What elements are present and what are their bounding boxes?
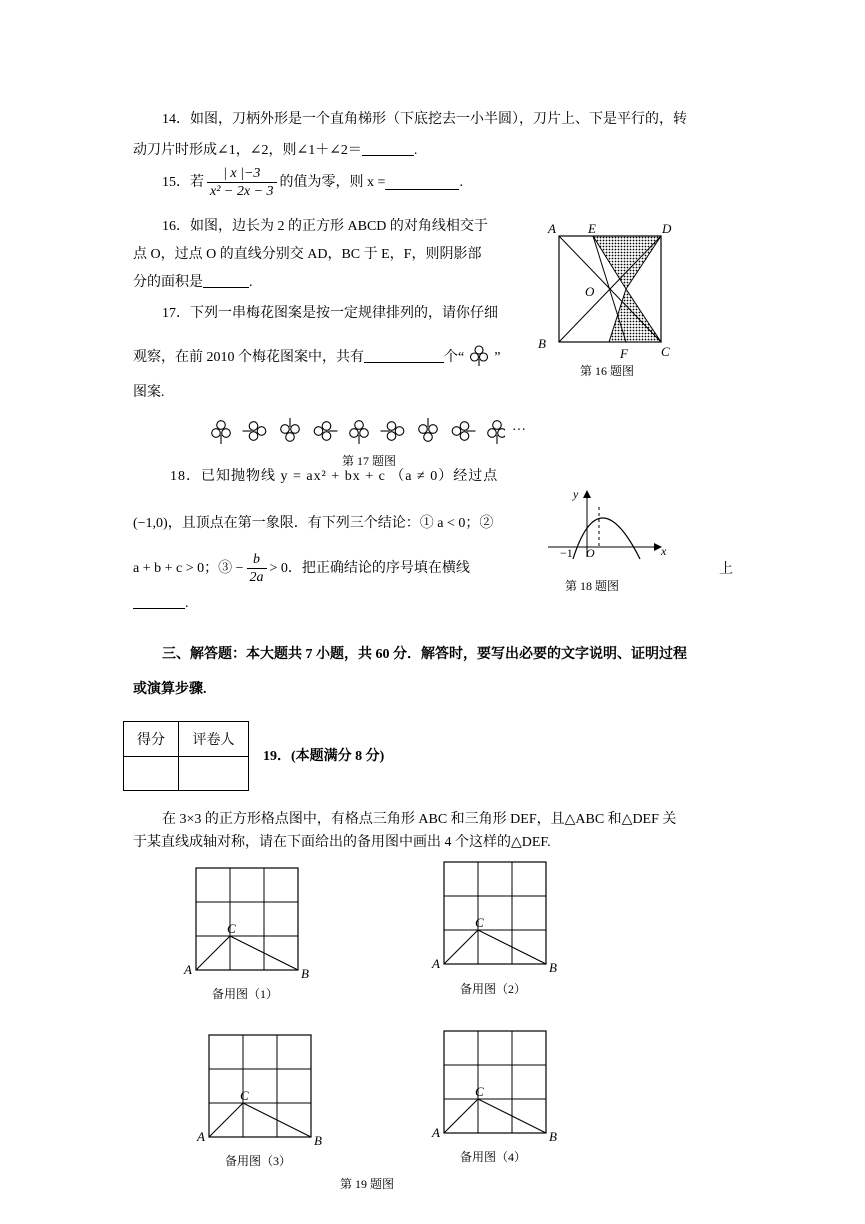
label-a: A: [432, 956, 440, 971]
label-c: C: [475, 915, 484, 930]
q17-line2-prefix: 观察，在前 2010 个梅花图案中，共有: [133, 350, 364, 365]
q17-flower-icon: [281, 418, 300, 441]
triangle-abc: [209, 1103, 311, 1137]
q15-line: [162, 165, 463, 200]
label-b: B: [314, 1133, 322, 1148]
q18-parabola-figure: [540, 485, 680, 575]
label-c: C: [227, 921, 236, 936]
q16-line1: 16．如图，边长为 2 的正方形 ABCD 的对角线相交于: [162, 219, 488, 234]
grader-header: 评卷人: [179, 722, 249, 757]
label-a: A: [432, 1125, 440, 1140]
q16-square-figure: [536, 218, 686, 378]
q18-line4: [133, 594, 189, 614]
q18-parabola-curve: [573, 518, 640, 559]
q17-line3: 图案.: [133, 385, 165, 400]
q18-line3-end: 上: [719, 562, 733, 577]
triangle-abc: [444, 1099, 546, 1133]
label-c: C: [240, 1088, 249, 1103]
q15-numerator: | x |−3: [207, 165, 277, 183]
q14-line2-suffix: .: [413, 143, 418, 158]
q14-line2: [133, 141, 417, 161]
q18-figure-caption: 第 18 题图: [565, 579, 620, 593]
q18-line1: 18．已知抛物线 y = ax² + bx + c （a ≠ 0）经过点: [170, 469, 499, 484]
q16-label-b: B: [538, 336, 546, 351]
q15-denominator: x² − 2x − 3: [210, 184, 274, 199]
q19-line2: 于某直线成轴对称，请在下面给出的备用图中画出 4 个这样的△DEF.: [133, 835, 551, 850]
triangle-abc: [444, 930, 546, 964]
q18-line3: [133, 551, 470, 586]
q16-label-e: E: [588, 221, 596, 236]
q17-flower-sequence: [205, 414, 505, 448]
label-a: A: [197, 1129, 205, 1144]
label-b: B: [549, 960, 557, 975]
q19-caption-1: 备用图（1）: [212, 987, 279, 1001]
q14-line1: 14．如图，刀柄外形是一个直角梯形（下底挖去一小半圆），刀片上、下是平行的，转: [162, 112, 687, 127]
q16-line2: 点 O，过点 O 的直线分别交 AD，BC 于 E，F，则阴影部: [133, 247, 482, 262]
label-b: B: [549, 1129, 557, 1144]
q19-caption-2: 备用图（2）: [460, 982, 527, 996]
q16-label-d: D: [662, 221, 672, 236]
q16-line3-prefix: 分的面积是: [133, 275, 203, 290]
grader-cell[interactable]: [179, 757, 249, 791]
q17-figure-caption: 第 17 题图: [342, 454, 397, 468]
q14-answer-blank[interactable]: [362, 141, 414, 156]
q19-title: 19．(本题满分 8 分): [263, 749, 385, 764]
q18-label-origin: O: [586, 546, 595, 560]
q18-answer-blank[interactable]: [133, 594, 185, 609]
q19-grid-1: [180, 862, 320, 982]
q18-label-x: x: [661, 544, 667, 558]
q17-ellipsis: ···: [512, 423, 526, 438]
q16-label-f: F: [620, 346, 628, 361]
q17-flower-icon: [452, 422, 475, 441]
score-header: 得分: [124, 722, 179, 757]
q17-flower-icon: [314, 422, 337, 441]
q16-figure-caption: 第 16 题图: [580, 364, 635, 378]
q19-caption-3: 备用图（3）: [225, 1154, 292, 1168]
q18-line3-suffix: > 0．把正确结论的序号填在横线: [269, 561, 470, 576]
q17-flower-icon: [350, 421, 369, 444]
q17-flower-icon: [419, 418, 438, 441]
q15-prefix: 15．若: [162, 175, 204, 190]
q19-grid-4: [428, 1025, 568, 1145]
q14-line2-prefix: 动刀片时形成∠1，∠2，则∠1＋∠2＝: [133, 143, 362, 158]
q18-label-minus-one: −1: [560, 546, 573, 560]
q16-shaded-region-top: [593, 236, 661, 289]
q16-label-a: A: [548, 221, 556, 236]
section3-line2: 或演算步骤.: [133, 682, 207, 697]
q17-flower-icon: [381, 422, 404, 441]
q16-answer-blank[interactable]: [203, 273, 249, 288]
q17-inline-flower-icon: [464, 345, 494, 367]
q17-line2-middle: 个“: [444, 350, 465, 365]
q18-line2: (−1,0)，且顶点在第一象限．有下列三个结论：① a < 0；②: [133, 516, 494, 531]
q16-label-c: C: [661, 344, 670, 359]
section3-line1: 三、解答题：本大题共 7 小题，共 60 分．解答时，要写出必要的文字说明、证明过程: [162, 647, 687, 662]
q17-answer-blank[interactable]: [364, 348, 444, 363]
q18-fraction: [247, 551, 267, 586]
q15-suffix: .: [459, 175, 463, 190]
q17-line2: [133, 345, 500, 368]
q15-middle: 的值为零，则 x =: [279, 175, 386, 190]
q17-line1: 17．下列一串梅花图案是按一定规律排列的，请你仔细: [162, 306, 498, 321]
q16-line3-suffix: .: [249, 275, 253, 290]
q19-figure-caption: 第 19 题图: [340, 1177, 395, 1191]
q19-grid-3: [193, 1029, 333, 1149]
label-c: C: [475, 1084, 484, 1099]
q18-line4-suffix: .: [185, 596, 189, 611]
q19-caption-4: 备用图（4）: [460, 1150, 527, 1164]
q17-line2-suffix: ”: [494, 350, 501, 365]
q18-frac-denominator: 2a: [249, 570, 264, 585]
score-table: [123, 721, 249, 791]
score-cell[interactable]: [124, 757, 179, 791]
q16-label-o: O: [585, 284, 595, 299]
q15-answer-blank[interactable]: [385, 175, 459, 190]
label-b: B: [301, 966, 309, 981]
q17-flower-icon: [243, 422, 266, 441]
triangle-abc: [196, 936, 298, 970]
q15-fraction: [207, 165, 277, 200]
q18-frac-numerator: b: [247, 551, 267, 569]
q16-line3: [133, 273, 253, 293]
q18-label-y: y: [573, 487, 579, 501]
q17-flower-icon: [488, 421, 505, 444]
label-a: A: [184, 962, 192, 977]
q19-line1: 在 3×3 的正方形格点图中，有格点三角形 ABC 和三角形 DEF，且△ABC 和△DEF 关: [162, 812, 677, 827]
q17-flower-icon: [212, 421, 231, 444]
q18-y-arrow-icon: [583, 490, 591, 498]
q19-grid-2: [428, 856, 568, 976]
q18-line3-prefix: a + b + c > 0；③ −: [133, 561, 244, 576]
